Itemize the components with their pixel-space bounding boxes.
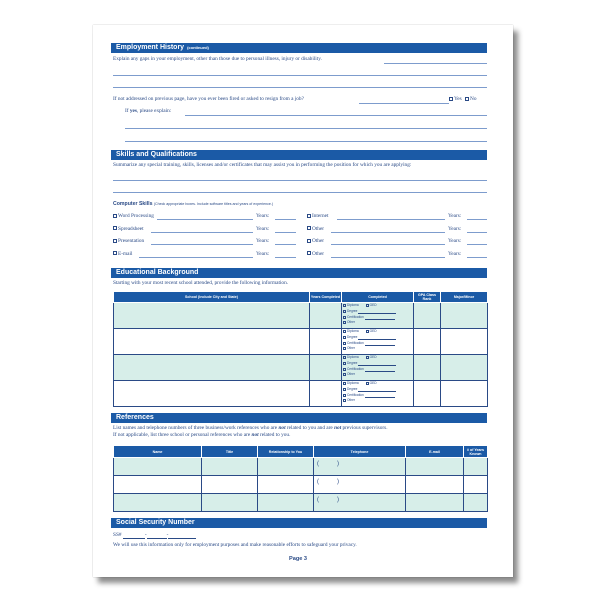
years-label-r3: Years: (448, 238, 462, 244)
edu-years-cell[interactable] (310, 303, 342, 329)
skills-line-1[interactable] (113, 180, 487, 181)
edu-row (114, 329, 488, 355)
other-edu-checkbox[interactable] (343, 373, 346, 376)
references-line-1: List names and telephone numbers of three business/work references who are not related to you and are not previous supervisors. (113, 425, 388, 431)
skill-row-other-3: Other (307, 251, 324, 258)
edu-years-cell[interactable] (310, 329, 342, 355)
ref-name-cell[interactable] (114, 494, 202, 512)
ref-years-cell[interactable] (464, 458, 488, 476)
edu-years-cell[interactable] (310, 355, 342, 381)
diploma-checkbox[interactable] (343, 356, 346, 359)
other-1-checkbox[interactable] (307, 226, 311, 230)
edu-col-gpa: GPA Class Rank (414, 292, 441, 303)
ref-years-cell[interactable] (464, 476, 488, 494)
ref-telephone-cell[interactable]: ( ) (314, 494, 406, 512)
fired-dot-leader (359, 103, 449, 104)
ged-checkbox[interactable] (366, 304, 369, 307)
edu-gpa-cell[interactable] (414, 355, 441, 381)
skills-header: Skills and Qualifications (111, 150, 487, 160)
other-edu-checkbox[interactable] (343, 399, 346, 402)
ref-col-telephone: Telephone (314, 446, 406, 458)
fired-yes-no (449, 96, 477, 103)
years-label-l2: Years: (256, 225, 270, 232)
edu-school-cell[interactable] (114, 381, 310, 407)
ssn-header: Social Security Number (111, 518, 487, 528)
ref-col-relationship: Relationship to You (258, 446, 314, 458)
skill-row-spreadsheet: Spreadsheet (113, 226, 144, 233)
education-intro: Starting with your most recent school attended, provide the following information. (113, 280, 289, 286)
skill-row-other-2: Other (307, 238, 324, 245)
references-line-2: If not applicable, list three school or personal references who are not related to you. (113, 432, 291, 438)
edu-years-cell[interactable] (310, 381, 342, 407)
years-label-l4: Years: (256, 250, 270, 257)
skills-summary-prompt: Summarize any special training, skills, licenses and/or certificates that may assist you in performing the position for which you are applying: (113, 162, 412, 168)
years-line-l1[interactable] (275, 219, 296, 220)
email-line[interactable] (139, 257, 253, 258)
education-header: Educational Background (111, 268, 487, 278)
years-line-l4[interactable] (275, 257, 296, 258)
ssn-part-3[interactable] (168, 533, 196, 539)
other-1-line[interactable] (331, 232, 445, 233)
years-line-l3[interactable] (275, 244, 296, 245)
degree-checkbox[interactable] (343, 336, 346, 339)
ged-checkbox[interactable] (366, 356, 369, 359)
if-yes-prompt: If yes, please explain: (125, 108, 172, 114)
computer-skills-title: Computer Skills (Check appropriate boxes. Include software titles and years of experience.) (113, 201, 274, 207)
edu-school-cell[interactable] (114, 329, 310, 355)
ref-title-cell[interactable] (202, 494, 258, 512)
certification-checkbox[interactable] (343, 394, 346, 397)
edu-gpa-cell[interactable] (414, 329, 441, 355)
ref-col-email: E-mail (406, 446, 464, 458)
skill-row-word: Word Processing (113, 213, 154, 220)
ref-name-cell[interactable] (114, 476, 202, 494)
years-line-l2[interactable] (275, 232, 296, 233)
degree-checkbox[interactable] (343, 388, 346, 391)
ref-row (114, 476, 488, 494)
fired-yes-checkbox[interactable] (449, 97, 453, 101)
ssn-row: SS# - - (113, 532, 196, 539)
edu-col-major: Major/Minor (441, 292, 488, 303)
if-yes-line-3[interactable] (125, 141, 487, 142)
ref-telephone-cell[interactable]: ( ) (314, 476, 406, 494)
years-line-r1[interactable] (467, 219, 487, 220)
years-line-r4[interactable] (467, 257, 487, 258)
spreadsheet-line[interactable] (151, 232, 253, 233)
edu-major-cell[interactable] (441, 381, 488, 407)
years-label-r2: Years: (448, 225, 462, 232)
ref-relationship-cell[interactable] (258, 494, 314, 512)
degree-checkbox[interactable] (343, 310, 346, 313)
presentation-line[interactable] (151, 244, 253, 245)
edu-row (114, 355, 488, 381)
ref-col-title: Title (202, 446, 258, 458)
ref-relationship-cell[interactable] (258, 458, 314, 476)
edu-completed-cell: Diploma GED Degree Certification Other (342, 329, 414, 355)
edu-completed-cell: Diploma GED Degree Certification Other (342, 381, 414, 407)
edu-gpa-cell[interactable] (414, 303, 441, 329)
references-table (113, 445, 488, 512)
gaps-answer-line-1[interactable] (384, 63, 487, 64)
ssn-part-1[interactable] (123, 533, 145, 539)
skill-row-email: E-mail (113, 251, 132, 258)
employment-history-header: Employment History (continued) (111, 43, 487, 53)
gaps-answer-line-3[interactable] (113, 87, 487, 88)
education-table (113, 291, 488, 407)
word-processing-checkbox[interactable] (113, 214, 117, 218)
other-2-line[interactable] (331, 244, 445, 245)
ref-relationship-cell[interactable] (258, 476, 314, 494)
edu-col-school: School (Include City and State) (114, 292, 310, 303)
ssn-part-2[interactable] (147, 533, 167, 539)
edu-row (114, 303, 488, 329)
years-label-r4: Years: (448, 250, 462, 257)
edu-completed-cell: Diploma GED Degree Certification Other (342, 303, 414, 329)
degree-checkbox[interactable] (343, 362, 346, 365)
fired-no-checkbox[interactable] (465, 97, 469, 101)
page-number: Page 3 (289, 556, 308, 562)
edu-school-cell[interactable] (114, 303, 310, 329)
skill-row-internet: Internet (307, 213, 328, 220)
diploma-checkbox[interactable] (343, 304, 346, 307)
years-label-l1: Years: (256, 213, 270, 219)
edu-gpa-cell[interactable] (414, 381, 441, 407)
ref-name-cell[interactable] (114, 458, 202, 476)
ref-title-cell[interactable] (202, 476, 258, 494)
if-yes-line-2[interactable] (125, 128, 487, 129)
skills-line-2[interactable] (113, 192, 487, 193)
edu-row (114, 381, 488, 407)
ref-email-cell[interactable] (406, 494, 464, 512)
certification-checkbox[interactable] (343, 342, 346, 345)
ref-email-cell[interactable] (406, 458, 464, 476)
other-2-checkbox[interactable] (307, 239, 311, 243)
internet-line[interactable] (337, 219, 445, 220)
edu-completed-cell: Diploma GED Degree Certification Other (342, 355, 414, 381)
fired-no-label: No (470, 96, 477, 102)
ssn-privacy-note: We will use this information only for employment purposes and make reasonable efforts to safeguard your privacy. (113, 542, 357, 548)
ref-telephone-cell[interactable]: ( ) (314, 458, 406, 476)
years-label-r1: Years: (448, 213, 462, 219)
other-edu-checkbox[interactable] (343, 321, 346, 324)
edu-major-cell[interactable] (441, 355, 488, 381)
ref-years-cell[interactable] (464, 494, 488, 512)
form-page (93, 25, 513, 577)
email-checkbox[interactable] (113, 251, 117, 255)
ged-checkbox[interactable] (366, 330, 369, 333)
edu-col-completed: Completed (342, 292, 414, 303)
diploma-checkbox[interactable] (343, 382, 346, 385)
internet-checkbox[interactable] (307, 214, 311, 218)
presentation-checkbox[interactable] (113, 239, 117, 243)
ref-col-years-known: # of Years Known (464, 446, 488, 458)
ged-checkbox[interactable] (366, 382, 369, 385)
edu-major-cell[interactable] (441, 303, 488, 329)
other-3-line[interactable] (331, 257, 445, 258)
skill-row-other-1: Other (307, 226, 324, 233)
other-3-checkbox[interactable] (307, 251, 311, 255)
gaps-prompt: Explain any gaps in your employment, other than those due to personal illness, injury or disability. (113, 56, 322, 62)
skill-row-presentation: Presentation (113, 238, 144, 245)
if-yes-line-1[interactable] (185, 115, 487, 116)
ref-title-cell[interactable] (202, 458, 258, 476)
fired-prompt: If not addressed on previous page, have you ever been fired or asked to resign from a job? (113, 96, 304, 102)
years-line-r2[interactable] (467, 232, 487, 233)
years-line-r3[interactable] (467, 244, 487, 245)
other-edu-checkbox[interactable] (343, 347, 346, 350)
ssn-label: SS# (113, 532, 122, 538)
gaps-answer-line-2[interactable] (113, 75, 487, 76)
ref-col-name: Name (114, 446, 202, 458)
references-header: References (111, 413, 487, 423)
edu-school-cell[interactable] (114, 355, 310, 381)
fired-yes-label: Yes (454, 96, 462, 102)
edu-col-years: Years Completed (310, 292, 342, 303)
certification-checkbox[interactable] (343, 368, 346, 371)
edu-major-cell[interactable] (441, 329, 488, 355)
spreadsheet-checkbox[interactable] (113, 226, 117, 230)
diploma-checkbox[interactable] (343, 330, 346, 333)
ref-email-cell[interactable] (406, 476, 464, 494)
ref-row (114, 458, 488, 476)
word-processing-line[interactable] (157, 219, 253, 220)
certification-checkbox[interactable] (343, 316, 346, 319)
years-label-l3: Years: (256, 238, 270, 244)
ref-row (114, 494, 488, 512)
